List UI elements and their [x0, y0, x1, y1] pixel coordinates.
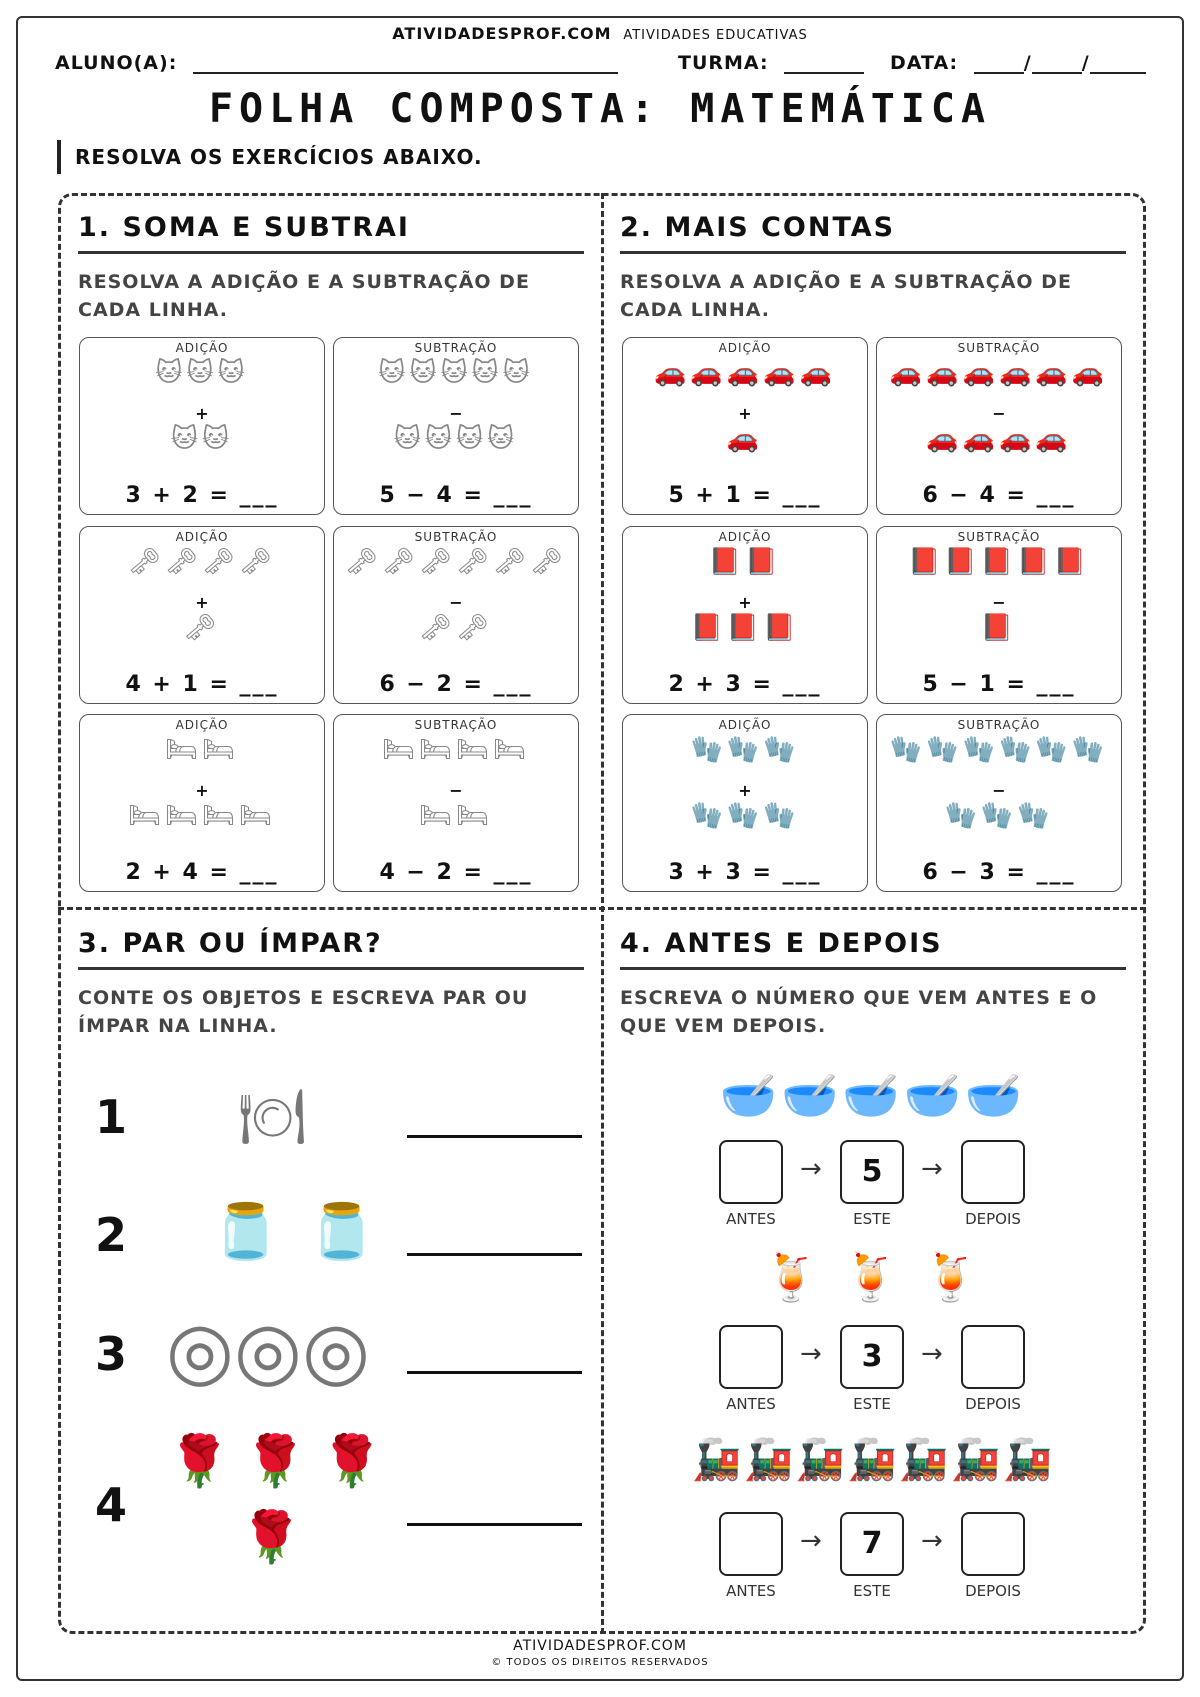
depois-box[interactable] — [961, 1512, 1025, 1576]
box-bottom-objects: 🗝 — [183, 613, 221, 643]
box-label: ADIÇÃO — [718, 718, 772, 732]
box-equation[interactable]: 5 + 1 = ___ — [668, 483, 822, 508]
box-top-objects: 🛏🛏 — [164, 735, 239, 765]
section-3-title: 3. PAR OU ÍMPAR? — [78, 928, 584, 970]
box-operator: + — [738, 781, 752, 800]
este-label: ESTE — [853, 1395, 891, 1413]
turma-field[interactable] — [678, 52, 864, 74]
box-bottom-objects: 🛏🛏 — [418, 801, 493, 831]
wheel-icon: ◎◎◎ — [166, 1306, 371, 1396]
box-top-objects: 🗝🗝🗝🗝🗝🗝 — [344, 547, 568, 577]
box-top-objects: 🐱🐱🐱🐱🐱 — [378, 358, 534, 388]
box-operator: + — [195, 593, 209, 612]
box-bottom-objects: 🚗🚗🚗🚗 — [926, 424, 1072, 454]
data-year-line[interactable] — [1090, 54, 1146, 74]
depois-label: DEPOIS — [965, 1395, 1021, 1413]
depois-box[interactable] — [961, 1140, 1025, 1204]
site-name: ATIVIDADESPROF.COM — [392, 24, 612, 43]
addition-box — [622, 526, 868, 704]
aluno-label: ALUNO(A): — [55, 52, 178, 74]
box-label: ADIÇÃO — [175, 341, 229, 355]
before-after-objects: 🥣🥣🥣🥣🥣 — [719, 1068, 1027, 1122]
subtraction-box — [333, 714, 579, 892]
rose-icon: 🌹 — [240, 1508, 309, 1566]
section-3-desc: CONTE OS OBJETOS E ESCREVA PAR OU ÍMPAR NA LINHA. — [78, 987, 529, 1037]
box-label: ADIÇÃO — [718, 341, 772, 355]
antes-box[interactable] — [719, 1325, 783, 1389]
este-label: ESTE — [853, 1210, 891, 1228]
box-bottom-objects: 📕📕📕 — [690, 613, 800, 643]
box-label: SUBTRAÇÃO — [414, 718, 498, 732]
box-bottom-objects: 🚗 — [726, 424, 764, 454]
antes-label: ANTES — [726, 1210, 776, 1228]
addition-box — [79, 526, 325, 704]
box-top-objects: 🐱🐱🐱 — [155, 358, 249, 388]
box-bottom-objects: 📕 — [980, 613, 1018, 643]
box-equation[interactable]: 3 + 3 = ___ — [668, 860, 822, 885]
box-operator: + — [738, 593, 752, 612]
footer-rights: © TODOS OS DIREITOS RESERVADOS — [491, 1657, 709, 1668]
data-day-line[interactable] — [974, 54, 1024, 74]
box-equation[interactable]: 2 + 3 = ___ — [668, 672, 822, 697]
arrow-icon: → — [921, 1339, 943, 1369]
box-bottom-objects: 🛏🛏🛏🛏 — [127, 801, 277, 831]
subtraction-box — [876, 526, 1122, 704]
este-box: 5 — [840, 1140, 904, 1204]
box-operator: − — [449, 593, 463, 612]
box-equation[interactable]: 6 − 3 = ___ — [922, 860, 1076, 885]
antes-label: ANTES — [726, 1395, 776, 1413]
depois-box[interactable] — [961, 1325, 1025, 1389]
subtraction-box — [876, 337, 1122, 515]
box-operator: − — [449, 404, 463, 423]
box-operator: + — [195, 781, 209, 800]
box-operator: + — [738, 404, 752, 423]
depois-label: DEPOIS — [965, 1582, 1021, 1600]
section-2-desc: RESOLVA A ADIÇÃO E A SUBTRAÇÃO DE CADA LINHA. — [620, 271, 1072, 321]
box-label: SUBTRAÇÃO — [957, 718, 1041, 732]
data-month-line[interactable] — [1032, 54, 1082, 74]
este-box: 7 — [840, 1512, 904, 1576]
site-tag: ATIVIDADES EDUCATIVAS — [623, 28, 808, 43]
data-field[interactable] — [890, 52, 1146, 74]
addition-box — [622, 337, 868, 515]
box-operator: − — [449, 781, 463, 800]
parity-item-1-number: 1 — [95, 1090, 128, 1144]
box-top-objects: 🚗🚗🚗🚗🚗 — [654, 358, 836, 388]
before-after-objects: 🍹 🍹 🍹 — [762, 1250, 984, 1304]
box-top-objects: 🛏🛏🛏🛏 — [381, 735, 531, 765]
box-operator: − — [992, 404, 1006, 423]
section-4-desc: ESCREVA O NÚMERO QUE VEM ANTES E O QUE VEM DEPOIS. — [620, 987, 1098, 1037]
section-2 — [620, 212, 1126, 324]
section-3 — [78, 928, 584, 1040]
rose-icon: 🌹🌹🌹 — [168, 1432, 397, 1490]
box-top-objects: 🧤🧤🧤 — [690, 735, 800, 765]
parity-item-2-number: 2 — [95, 1208, 128, 1262]
box-equation[interactable]: 4 − 2 = ___ — [379, 860, 533, 885]
box-equation[interactable]: 6 − 2 = ___ — [379, 672, 533, 697]
data-sep-1: / — [1023, 52, 1032, 74]
header-site — [0, 24, 1200, 43]
section-4 — [620, 928, 1126, 1040]
plate-icon: 🍽 — [238, 1085, 313, 1148]
box-equation[interactable]: 5 − 1 = ___ — [922, 672, 1076, 697]
aluno-field[interactable] — [55, 52, 618, 74]
box-equation[interactable]: 3 + 2 = ___ — [125, 483, 279, 508]
section-1 — [78, 212, 584, 324]
addition-box — [79, 714, 325, 892]
este-label: ESTE — [853, 1582, 891, 1600]
box-label: SUBTRAÇÃO — [414, 341, 498, 355]
box-bottom-objects: 🗝🗝 — [418, 613, 493, 643]
arrow-icon: → — [800, 1526, 822, 1556]
before-after-objects: 🚂🚂🚂🚂🚂🚂🚂 — [691, 1437, 1055, 1483]
arrow-icon: → — [921, 1526, 943, 1556]
box-top-objects: 📕📕📕📕📕 — [908, 547, 1090, 577]
box-label: SUBTRAÇÃO — [957, 341, 1041, 355]
aluno-line[interactable] — [193, 54, 618, 74]
data-sep-2: / — [1081, 52, 1090, 74]
turma-label: TURMA: — [678, 52, 769, 74]
box-operator: + — [195, 404, 209, 423]
parity-answer-line-1[interactable] — [407, 1135, 582, 1138]
box-label: ADIÇÃO — [175, 718, 229, 732]
antes-label: ANTES — [726, 1582, 776, 1600]
box-bottom-objects: 🧤🧤🧤 — [944, 801, 1054, 831]
este-box: 3 — [840, 1325, 904, 1389]
box-equation[interactable]: 5 − 4 = ___ — [379, 483, 533, 508]
section-1-desc: RESOLVA A ADIÇÃO E A SUBTRAÇÃO DE CADA LINHA. — [78, 271, 530, 321]
box-equation[interactable]: 4 + 1 = ___ — [125, 672, 279, 697]
box-label: SUBTRAÇÃO — [957, 530, 1041, 544]
box-label: ADIÇÃO — [175, 530, 229, 544]
parity-item-4-number: 4 — [95, 1478, 128, 1532]
turma-line[interactable] — [784, 54, 864, 74]
box-label: SUBTRAÇÃO — [414, 530, 498, 544]
vertical-divider — [601, 193, 604, 1634]
section-4-title: 4. ANTES E DEPOIS — [620, 928, 1126, 970]
section-2-title: 2. MAIS CONTAS — [620, 212, 1126, 254]
arrow-icon: → — [800, 1154, 822, 1184]
box-label: ADIÇÃO — [718, 530, 772, 544]
arrow-icon: → — [921, 1154, 943, 1184]
parity-answer-line-4[interactable] — [407, 1523, 582, 1526]
antes-box[interactable] — [719, 1512, 783, 1576]
box-equation[interactable]: 6 − 4 = ___ — [922, 483, 1076, 508]
subtraction-box — [876, 714, 1122, 892]
parity-item-3-number: 3 — [95, 1327, 128, 1381]
box-top-objects: 🚗🚗🚗🚗🚗🚗 — [889, 358, 1109, 388]
footer-site: ATIVIDADESPROF.COM — [513, 1638, 687, 1654]
section-1-title: 1. SOMA E SUBTRAI — [78, 212, 584, 254]
addition-box — [622, 714, 868, 892]
box-top-objects: 📕📕 — [708, 547, 782, 577]
depois-label: DEPOIS — [965, 1210, 1021, 1228]
page-title: FOLHA COMPOSTA: MATEMÁTICA — [208, 86, 992, 132]
box-operator: − — [992, 593, 1006, 612]
horizontal-divider — [58, 907, 1146, 910]
antes-box[interactable] — [719, 1140, 783, 1204]
arrow-icon: → — [800, 1339, 822, 1369]
box-bottom-objects: 🐱🐱🐱🐱 — [393, 424, 519, 454]
box-operator: − — [992, 781, 1006, 800]
box-top-objects: 🧤🧤🧤🧤🧤🧤 — [889, 735, 1109, 765]
instruction: RESOLVA OS EXERCÍCIOS ABAIXO. — [57, 140, 483, 174]
box-bottom-objects: 🧤🧤🧤 — [690, 801, 800, 831]
parity-answer-line-2[interactable] — [407, 1253, 582, 1256]
jar-icon: 🫙 🫙 — [212, 1200, 382, 1263]
subtraction-box — [333, 337, 579, 515]
data-label: DATA: — [890, 52, 959, 74]
addition-box — [79, 337, 325, 515]
box-bottom-objects: 🐱🐱 — [170, 424, 234, 454]
parity-answer-line-3[interactable] — [407, 1371, 582, 1374]
subtraction-box — [333, 526, 579, 704]
box-equation[interactable]: 2 + 4 = ___ — [125, 860, 279, 885]
box-top-objects: 🗝🗝🗝🗝 — [127, 547, 277, 577]
